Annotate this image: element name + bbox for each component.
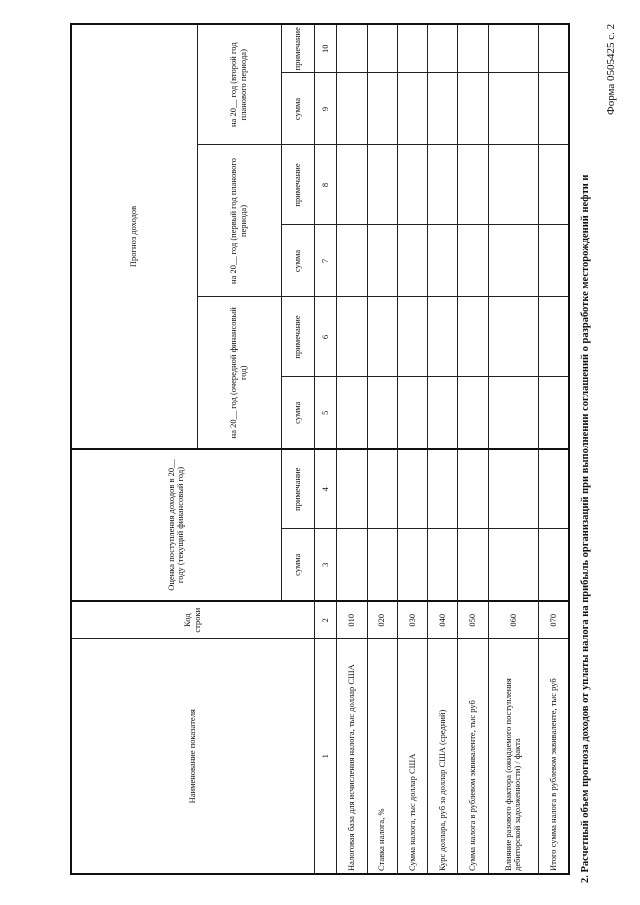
col-number: 5	[315, 377, 337, 449]
row-code: 070	[539, 601, 569, 639]
cell[interactable]	[337, 73, 367, 145]
cell[interactable]	[367, 73, 397, 145]
cell[interactable]	[428, 145, 458, 225]
cell[interactable]	[488, 24, 538, 73]
cell[interactable]	[337, 529, 367, 601]
header-name: Наименование показателя	[71, 639, 315, 874]
cell[interactable]	[367, 449, 397, 529]
cell[interactable]	[397, 24, 427, 73]
row-code: 030	[397, 601, 427, 639]
row-name: Налоговая база для исчисления налога, тыс доллар США	[337, 639, 367, 874]
col-number: 4	[315, 449, 337, 529]
row-name: Итого сумма налога в рублевом эквиваленте, тыс руб	[539, 639, 569, 874]
cell[interactable]	[488, 145, 538, 225]
header-note: примечание	[281, 297, 315, 377]
cell[interactable]	[428, 297, 458, 377]
header-assessment: Оценка поступления доходов в 20__ году (текущий финансовый год)	[71, 449, 281, 601]
cell[interactable]	[539, 377, 569, 449]
cell[interactable]	[367, 529, 397, 601]
header-code: Код строки	[71, 601, 315, 639]
cell[interactable]	[367, 377, 397, 449]
col-number: 7	[315, 225, 337, 297]
cell[interactable]	[458, 377, 488, 449]
cell[interactable]	[337, 225, 367, 297]
header-sum: сумма	[281, 225, 315, 297]
row-name: Курс доллара, руб за доллар США (средний)	[428, 639, 458, 874]
row-code: 020	[367, 601, 397, 639]
row-code: 060	[488, 601, 538, 639]
cell[interactable]	[488, 377, 538, 449]
cell[interactable]	[488, 529, 538, 601]
header-sum: сумма	[281, 529, 315, 601]
header-note: примечание	[281, 449, 315, 529]
col-number: 2	[315, 601, 337, 639]
cell[interactable]	[458, 297, 488, 377]
cell[interactable]	[397, 225, 427, 297]
row-code: 050	[458, 601, 488, 639]
row-name: Ставка налога, %	[367, 639, 397, 874]
cell[interactable]	[428, 377, 458, 449]
cell[interactable]	[397, 73, 427, 145]
col-number: 6	[315, 297, 337, 377]
form-reference: Форма 0505425 с. 2	[605, 23, 617, 115]
cell[interactable]	[458, 529, 488, 601]
row-code: 040	[428, 601, 458, 639]
cell[interactable]	[539, 449, 569, 529]
cell[interactable]	[539, 529, 569, 601]
header-note: примечание	[281, 145, 315, 225]
cell[interactable]	[367, 24, 397, 73]
cell[interactable]	[458, 73, 488, 145]
cell[interactable]	[488, 449, 538, 529]
cell[interactable]	[458, 225, 488, 297]
cell[interactable]	[397, 449, 427, 529]
cell[interactable]	[539, 297, 569, 377]
header-period-2: на 20__ год (первый год планового периода)	[197, 145, 281, 297]
cell[interactable]	[397, 297, 427, 377]
cell[interactable]	[367, 145, 397, 225]
forecast-table	[70, 23, 570, 875]
cell[interactable]	[367, 225, 397, 297]
header-sum: сумма	[281, 73, 315, 145]
cell[interactable]	[488, 225, 538, 297]
cell[interactable]	[539, 73, 569, 145]
cell[interactable]	[397, 529, 427, 601]
col-number: 1	[315, 639, 337, 874]
cell[interactable]	[428, 449, 458, 529]
cell[interactable]	[337, 377, 367, 449]
cell[interactable]	[337, 297, 367, 377]
cell[interactable]	[539, 24, 569, 73]
row-name: Сумма налога, тыс доллар США	[397, 639, 427, 874]
cell[interactable]	[428, 225, 458, 297]
header-period-1: на 20__ год (очередной финансовый год)	[197, 297, 281, 449]
cell[interactable]	[488, 297, 538, 377]
cell[interactable]	[458, 449, 488, 529]
header-note: примечание	[281, 24, 315, 73]
col-number: 8	[315, 145, 337, 225]
cell[interactable]	[397, 377, 427, 449]
cell[interactable]	[488, 73, 538, 145]
row-name: Сумма налога в рублевом эквиваленте, тыс руб	[458, 639, 488, 874]
header-sum: сумма	[281, 377, 315, 449]
cell[interactable]	[458, 145, 488, 225]
header-period-3: на 20__ год (второй год планового периода)	[197, 24, 281, 145]
row-code: 010	[337, 601, 367, 639]
col-number: 9	[315, 73, 337, 145]
header-forecast: Прогноз доходов	[71, 24, 197, 449]
cell[interactable]	[428, 73, 458, 145]
col-number: 3	[315, 529, 337, 601]
cell[interactable]	[337, 145, 367, 225]
cell[interactable]	[397, 145, 427, 225]
cell[interactable]	[539, 145, 569, 225]
row-name: Влияние разового фактора (ожидаемого поступления дебиторской задолженности) / факта	[488, 639, 538, 874]
col-number: 10	[315, 24, 337, 73]
cell[interactable]	[337, 24, 367, 73]
cell[interactable]	[428, 529, 458, 601]
cell[interactable]	[367, 297, 397, 377]
cell[interactable]	[458, 24, 488, 73]
cell[interactable]	[539, 225, 569, 297]
cell[interactable]	[428, 24, 458, 73]
section-title: 2. Расчетный объем прогноза доходов от уплаты налога на прибыль организаций при выполнении соглашений о разработке месторождений нефти и	[580, 174, 591, 883]
cell[interactable]	[337, 449, 367, 529]
